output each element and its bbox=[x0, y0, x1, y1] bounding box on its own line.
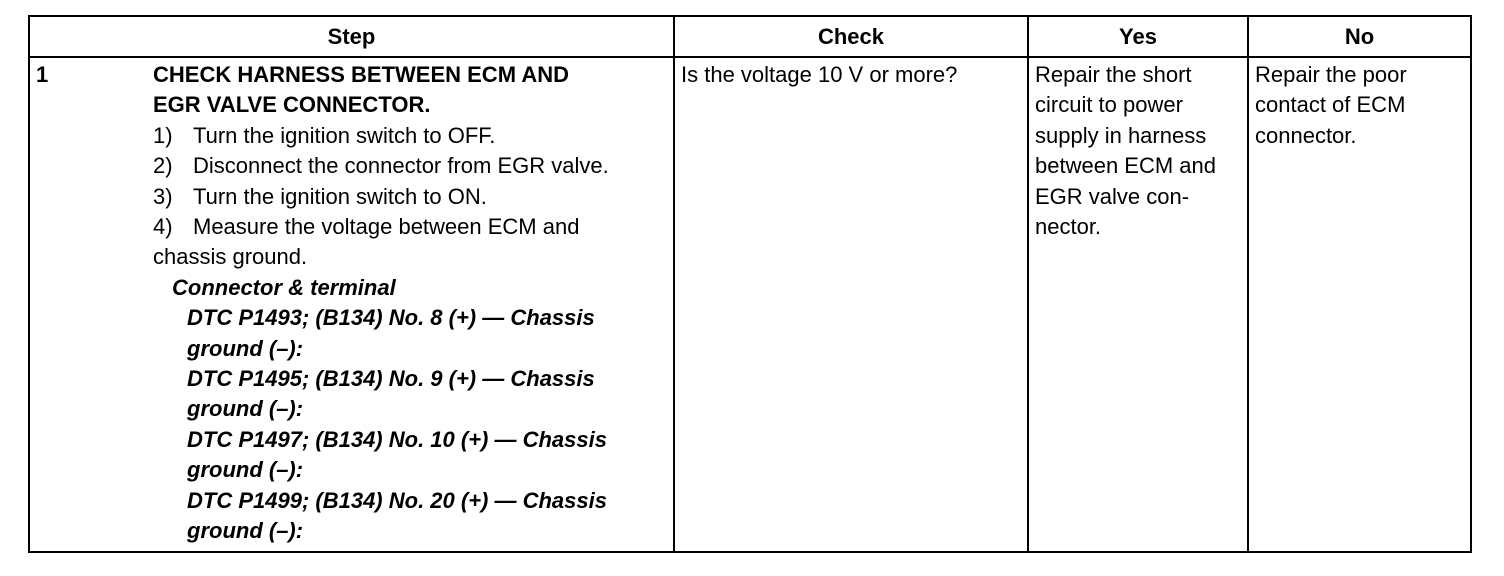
yes-line: EGR valve con- bbox=[1035, 183, 1190, 209]
instruction-text: Disconnect the connector from EGR valve. bbox=[193, 153, 609, 179]
step-number: 1 bbox=[36, 62, 49, 87]
yes-cell bbox=[1028, 57, 1248, 552]
connector-line: ground (–): bbox=[187, 457, 304, 483]
connector-line: DTC P1493; (B134) No. 8 (+) — Chassis bbox=[187, 305, 595, 331]
instruction-number: 4) bbox=[153, 214, 173, 240]
instruction-continuation: chassis ground. bbox=[153, 244, 308, 270]
yes-line: between ECM and bbox=[1035, 153, 1216, 179]
no-line: contact of ECM bbox=[1255, 92, 1406, 118]
header-step: Step bbox=[29, 16, 674, 57]
table-row bbox=[29, 57, 1471, 552]
yes-line: Repair the short bbox=[1035, 62, 1192, 87]
step-cell bbox=[29, 57, 674, 552]
instruction-line bbox=[153, 182, 669, 212]
instruction-text: Turn the ignition switch to ON. bbox=[193, 183, 487, 209]
connector-line: ground (–): bbox=[187, 335, 304, 361]
connector-line: DTC P1495; (B134) No. 9 (+) — Chassis bbox=[187, 366, 595, 392]
instruction-number: 2) bbox=[153, 153, 173, 179]
yes-line: circuit to power bbox=[1035, 92, 1183, 118]
header-no: No bbox=[1248, 16, 1471, 57]
instruction-text: Turn the ignition switch to OFF. bbox=[193, 122, 496, 148]
instruction-number: 3) bbox=[153, 183, 173, 209]
step-title-line: CHECK HARNESS BETWEEN ECM AND bbox=[153, 62, 569, 87]
connector-line: ground (–): bbox=[187, 518, 304, 544]
instruction-line bbox=[153, 121, 669, 151]
instruction-line bbox=[153, 212, 669, 242]
no-line: connector. bbox=[1255, 122, 1357, 148]
yes-line: nector. bbox=[1035, 214, 1102, 240]
check-question: Is the voltage 10 V or more? bbox=[681, 62, 958, 87]
header-row bbox=[29, 16, 1471, 57]
no-action bbox=[1249, 58, 1470, 151]
header-yes: Yes bbox=[1028, 16, 1248, 57]
connector-heading: Connector & terminal bbox=[172, 274, 396, 300]
yes-line: supply in harness bbox=[1035, 122, 1207, 148]
instruction-number: 1) bbox=[153, 122, 173, 148]
no-cell bbox=[1248, 57, 1471, 552]
header-check: Check bbox=[674, 16, 1028, 57]
no-line: Repair the poor bbox=[1255, 62, 1407, 87]
yes-action bbox=[1029, 58, 1247, 242]
instruction-text: Measure the voltage between ECM and bbox=[193, 214, 580, 240]
check-cell bbox=[674, 57, 1028, 552]
diagnostic-table bbox=[28, 15, 1472, 553]
instruction-line bbox=[153, 151, 669, 181]
step-body bbox=[153, 60, 669, 547]
connector-line: DTC P1499; (B134) No. 20 (+) — Chassis bbox=[187, 487, 607, 513]
step-title-line: EGR VALVE CONNECTOR. bbox=[153, 92, 431, 118]
connector-line: DTC P1497; (B134) No. 10 (+) — Chassis bbox=[187, 426, 607, 452]
connector-line: ground (–): bbox=[187, 396, 304, 422]
